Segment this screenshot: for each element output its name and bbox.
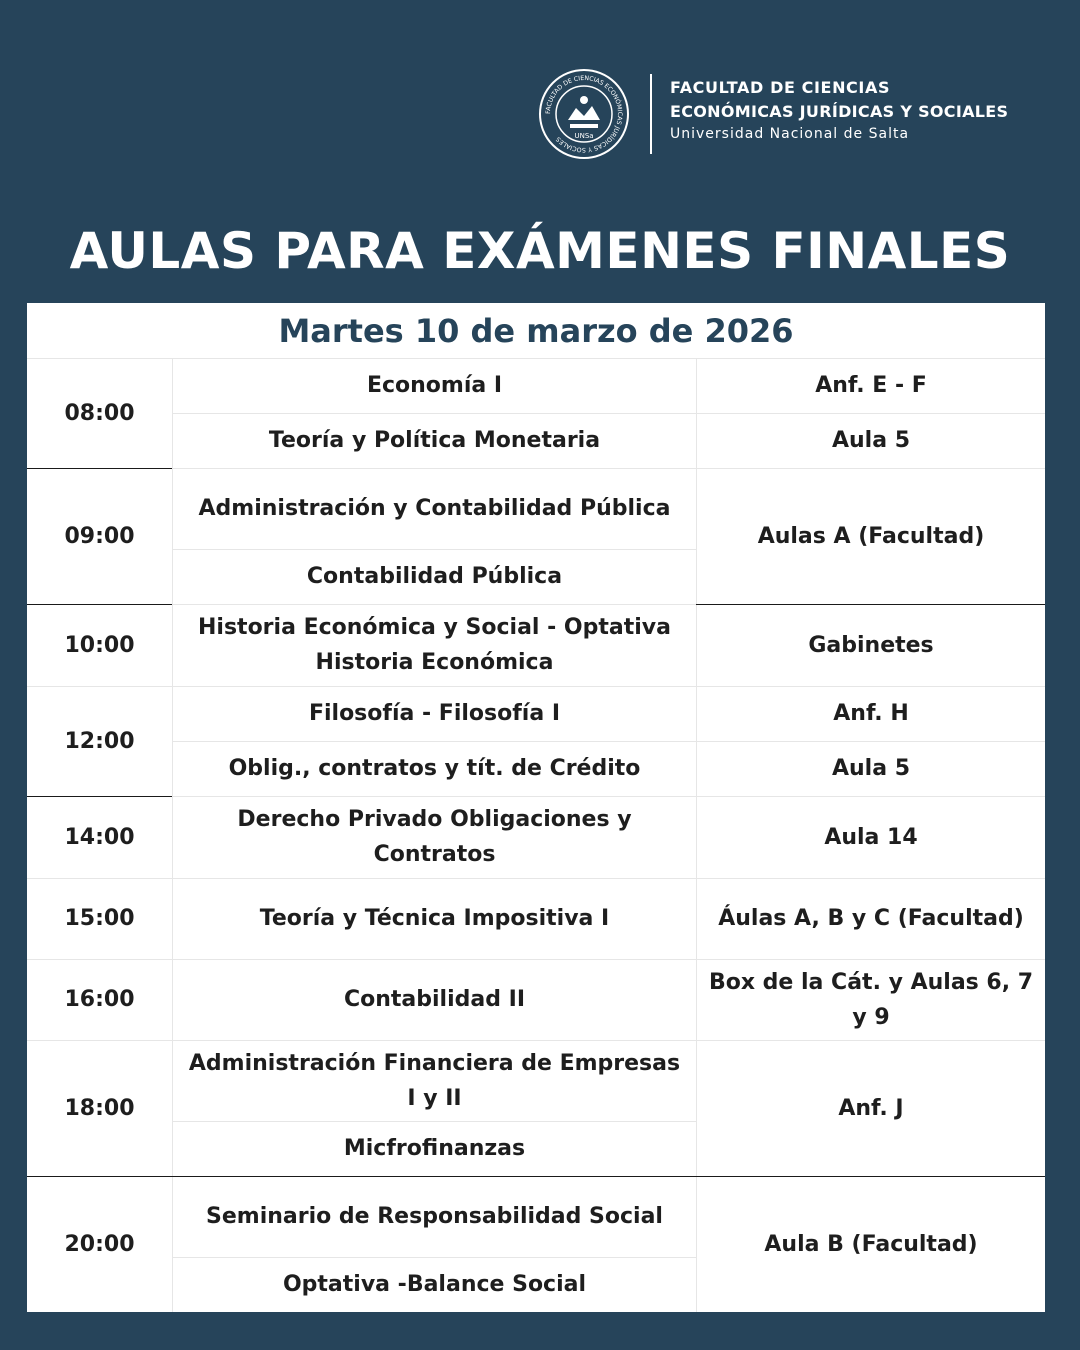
row-divider: [27, 878, 1045, 879]
row-divider: [27, 796, 172, 797]
time-cell: 18:00: [64, 1095, 135, 1121]
time-cell: 12:00: [64, 728, 135, 754]
header-divider: [650, 74, 652, 154]
row-divider: [172, 1121, 696, 1122]
subject-cell: Micfrofinanzas: [172, 1121, 696, 1176]
row-divider: [172, 741, 1045, 742]
subject-cell: Oblig., contratos y tít. de Crédito: [172, 741, 696, 796]
subject-cell: Economía I: [172, 358, 696, 413]
room-cell: Anf. H: [696, 686, 1045, 741]
row-divider: [172, 549, 696, 550]
room-cell: Aulas A (Facultad): [696, 468, 1045, 604]
room-cell: Anf. J: [696, 1040, 1045, 1176]
room-cell: Aula 5: [696, 413, 1045, 468]
row-divider: [172, 413, 1045, 414]
time-cell: 10:00: [64, 632, 135, 658]
row-divider: [172, 604, 696, 605]
time-cell: 15:00: [64, 906, 135, 931]
subject-cell: Contabilidad II: [172, 959, 696, 1040]
subject-cell: Administración Financiera de Empresas I y II: [172, 1040, 696, 1121]
room-cell: Aula 5: [696, 741, 1045, 796]
room-cell: Aula B (Facultad): [696, 1176, 1045, 1312]
row-divider: [27, 604, 172, 605]
subject-cell: Filosofía - Filosofía I: [172, 686, 696, 741]
room-cell: Aula 14: [696, 796, 1045, 878]
time-cell: 20:00: [64, 1231, 135, 1257]
row-divider: [27, 1040, 1045, 1041]
date-heading: Martes 10 de marzo de 2026: [27, 303, 1045, 359]
svg-text:FACULTAD DE CIENCIAS ECONÓMICA: FACULTAD DE CIENCIAS ECONÓMICAS JURÍDICAS Y SOCIALES: [544, 74, 624, 154]
subject-cell: Administración y Contabilidad Pública: [172, 468, 696, 549]
time-cell: 16:00: [64, 987, 135, 1012]
row-divider: [27, 468, 172, 469]
subject-cell: Contabilidad Pública: [172, 549, 696, 604]
time-cell: 09:00: [64, 523, 135, 549]
row-divider: [27, 959, 1045, 960]
subject-cell: Historia Económica y Social - Optativa Historia Económica: [172, 604, 696, 686]
subject-cell: Teoría y Política Monetaria: [172, 413, 696, 468]
row-divider: [27, 1176, 1045, 1177]
subject-cell: Optativa -Balance Social: [172, 1257, 696, 1312]
row-divider: [172, 796, 1045, 797]
page-title: AULAS PARA EXÁMENES FINALES: [69, 222, 1011, 280]
university-name: Universidad Nacional de Salta: [670, 126, 910, 142]
svg-text:UNSa: UNSa: [574, 132, 594, 140]
subject-cell: Derecho Privado Obligaciones y Contratos: [172, 796, 696, 878]
room-cell: Box de la Cát. y Aulas 6, 7 y 9: [696, 959, 1045, 1040]
faculty-name-line2: ECONÓMICAS JURÍDICAS Y SOCIALES: [670, 102, 1009, 121]
faculty-seal-logo: [538, 68, 630, 160]
subject-cell: Teoría y Técnica Impositiva I: [172, 878, 696, 959]
faculty-name-line1: FACULTAD DE CIENCIAS: [670, 78, 891, 97]
room-cell: Áulas A, B y C (Facultad): [696, 878, 1045, 959]
time-cell: 14:00: [64, 824, 135, 850]
row-divider: [696, 604, 1045, 605]
room-cell: Anf. E - F: [696, 358, 1045, 413]
exam-schedule-table: [27, 303, 1045, 1312]
row-divider: [172, 468, 1045, 469]
row-divider: [27, 686, 1045, 687]
time-cell: 08:00: [64, 400, 135, 426]
room-cell: Gabinetes: [696, 604, 1045, 686]
faculty-header: [536, 66, 1056, 166]
row-divider: [172, 1257, 696, 1258]
subject-cell: Seminario de Responsabilidad Social: [172, 1176, 696, 1257]
